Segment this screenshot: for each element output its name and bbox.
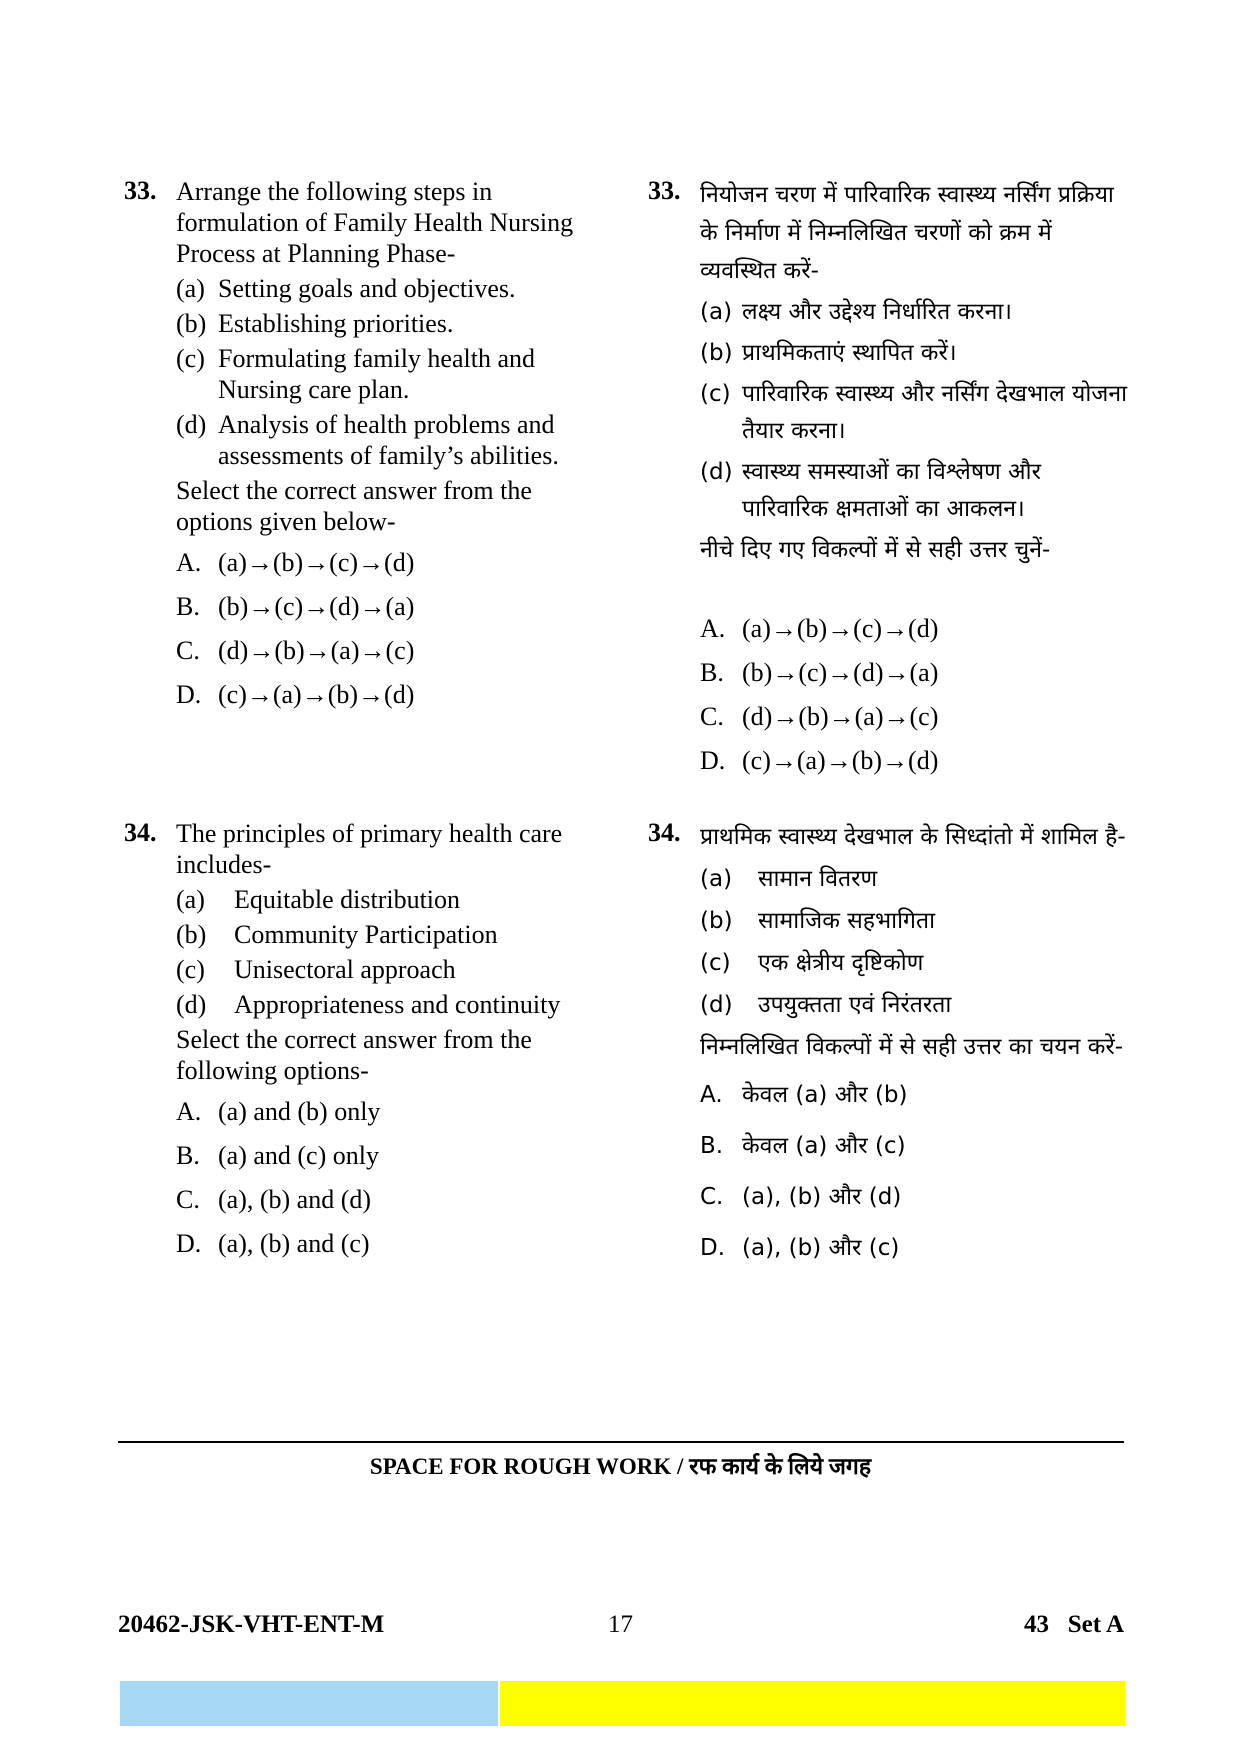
list-item: (a) सामान वितरण: [700, 866, 878, 892]
option-list: [700, 613, 1130, 776]
item-list: [176, 884, 606, 1020]
item-list: [176, 273, 606, 471]
instruction: Select the correct answer from the options given below-: [176, 476, 532, 536]
option-a[interactable]: A. (a)→(b)→(c)→(d): [700, 614, 939, 643]
option-b[interactable]: B. केवल (a) और (c): [700, 1133, 906, 1159]
option-b[interactable]: B. (b)→(c)→(d)→(a): [176, 592, 415, 621]
question-number: 34.: [648, 818, 681, 847]
instruction: नीचे दिए गए विकल्पों में से सही उत्तर चुनें-: [700, 537, 1051, 563]
option-b[interactable]: B. (b)→(c)→(d)→(a): [700, 658, 939, 687]
instruction: Select the correct answer from the following options-: [176, 1025, 532, 1085]
option-a[interactable]: A. केवल (a) और (b): [700, 1082, 908, 1108]
list-item: (c) Formulating family health and Nursing care plan.: [176, 344, 535, 404]
page-number: 17: [608, 1611, 633, 1638]
option-c[interactable]: C. (d)→(b)→(a)→(c): [176, 636, 415, 665]
list-item: (d) उपयुक्तता एवं निरंतरता: [700, 992, 952, 1018]
color-bar-yellow: [500, 1681, 1125, 1726]
rough-work-label: SPACE FOR ROUGH WORK / रफ कार्य के लिये जगह: [369, 1454, 872, 1479]
question-33-hi: [648, 176, 1130, 789]
question-number: 33.: [648, 176, 681, 205]
list-item: (a) Setting goals and objectives.: [176, 274, 516, 303]
option-d[interactable]: D. (c)→(a)→(b)→(d): [176, 680, 415, 709]
divider-line: [118, 1441, 1124, 1443]
question-number: 34.: [124, 818, 157, 847]
list-item: (b) प्राथमिकताएं स्थापित करें।: [700, 340, 957, 366]
list-item: (d) स्वास्थ्य समस्याओं का विश्लेषण और पारिवारिक क्षमताओं का आकलन।: [700, 459, 1041, 522]
footer-set: 43 Set A: [1024, 1611, 1124, 1638]
item-list: [700, 860, 1130, 1024]
question-stem: The principles of primary health care includes-: [176, 819, 563, 879]
question-stem: Arrange the following steps in formulation of Family Health Nursing Process at Planning Phase-: [176, 177, 574, 268]
question-number: 33.: [124, 176, 157, 205]
option-c[interactable]: C. (d)→(b)→(a)→(c): [700, 702, 939, 731]
question-stem: नियोजन चरण में पारिवारिक स्वास्थ्य नर्सिंग प्रक्रिया के निर्माण में निम्नलिखित चरणों को क्रम में व्यवस्थित करें-: [700, 182, 1114, 284]
option-b[interactable]: B. (a) and (c) only: [176, 1141, 379, 1170]
question-34-en: [124, 818, 606, 1272]
option-list: [700, 1080, 1130, 1264]
list-item: (b) सामाजिक सहभागिता: [700, 908, 936, 934]
list-item: (b) Community Participation: [176, 920, 498, 949]
option-c[interactable]: C. (a), (b) और (d): [700, 1184, 902, 1210]
option-a[interactable]: A. (a) and (b) only: [176, 1097, 381, 1126]
option-a[interactable]: A. (a)→(b)→(c)→(d): [176, 548, 415, 577]
color-bar-blue: [120, 1681, 498, 1726]
list-item: (a) Equitable distribution: [176, 885, 461, 914]
list-item: (c) पारिवारिक स्वास्थ्य और नर्सिंग देखभाल योजना तैयार करना।: [700, 381, 1128, 444]
option-list: [176, 547, 606, 710]
question-33-en: [124, 176, 606, 723]
option-d[interactable]: D. (a), (b) और (c): [700, 1235, 900, 1261]
question-34-hi: [648, 818, 1130, 1284]
question-stem: प्राथमिक स्वास्थ्य देखभाल के सिध्दांतो में शामिल है-: [700, 824, 1126, 850]
instruction: निम्नलिखित विकल्पों में से सही उत्तर का चयन करें-: [700, 1034, 1124, 1060]
footer-code: 20462-JSK-VHT-ENT-M: [118, 1611, 385, 1638]
option-list: [176, 1096, 606, 1259]
option-d[interactable]: D. (c)→(a)→(b)→(d): [700, 746, 939, 775]
list-item: (c) Unisectoral approach: [176, 955, 456, 984]
list-item: (d) Appropriateness and continuity: [176, 990, 561, 1019]
list-item: (d) Analysis of health problems and assessments of family’s abilities.: [176, 410, 559, 470]
list-item: (b) Establishing priorities.: [176, 309, 454, 338]
item-list: [700, 294, 1130, 528]
option-c[interactable]: C. (a), (b) and (d): [176, 1185, 372, 1214]
list-item: (a) लक्ष्य और उद्देश्य निर्धारित करना।: [700, 299, 1013, 325]
list-item: (c) एक क्षेत्रीय दृष्टिकोण: [700, 950, 924, 976]
option-d[interactable]: D. (a), (b) and (c): [176, 1229, 370, 1258]
